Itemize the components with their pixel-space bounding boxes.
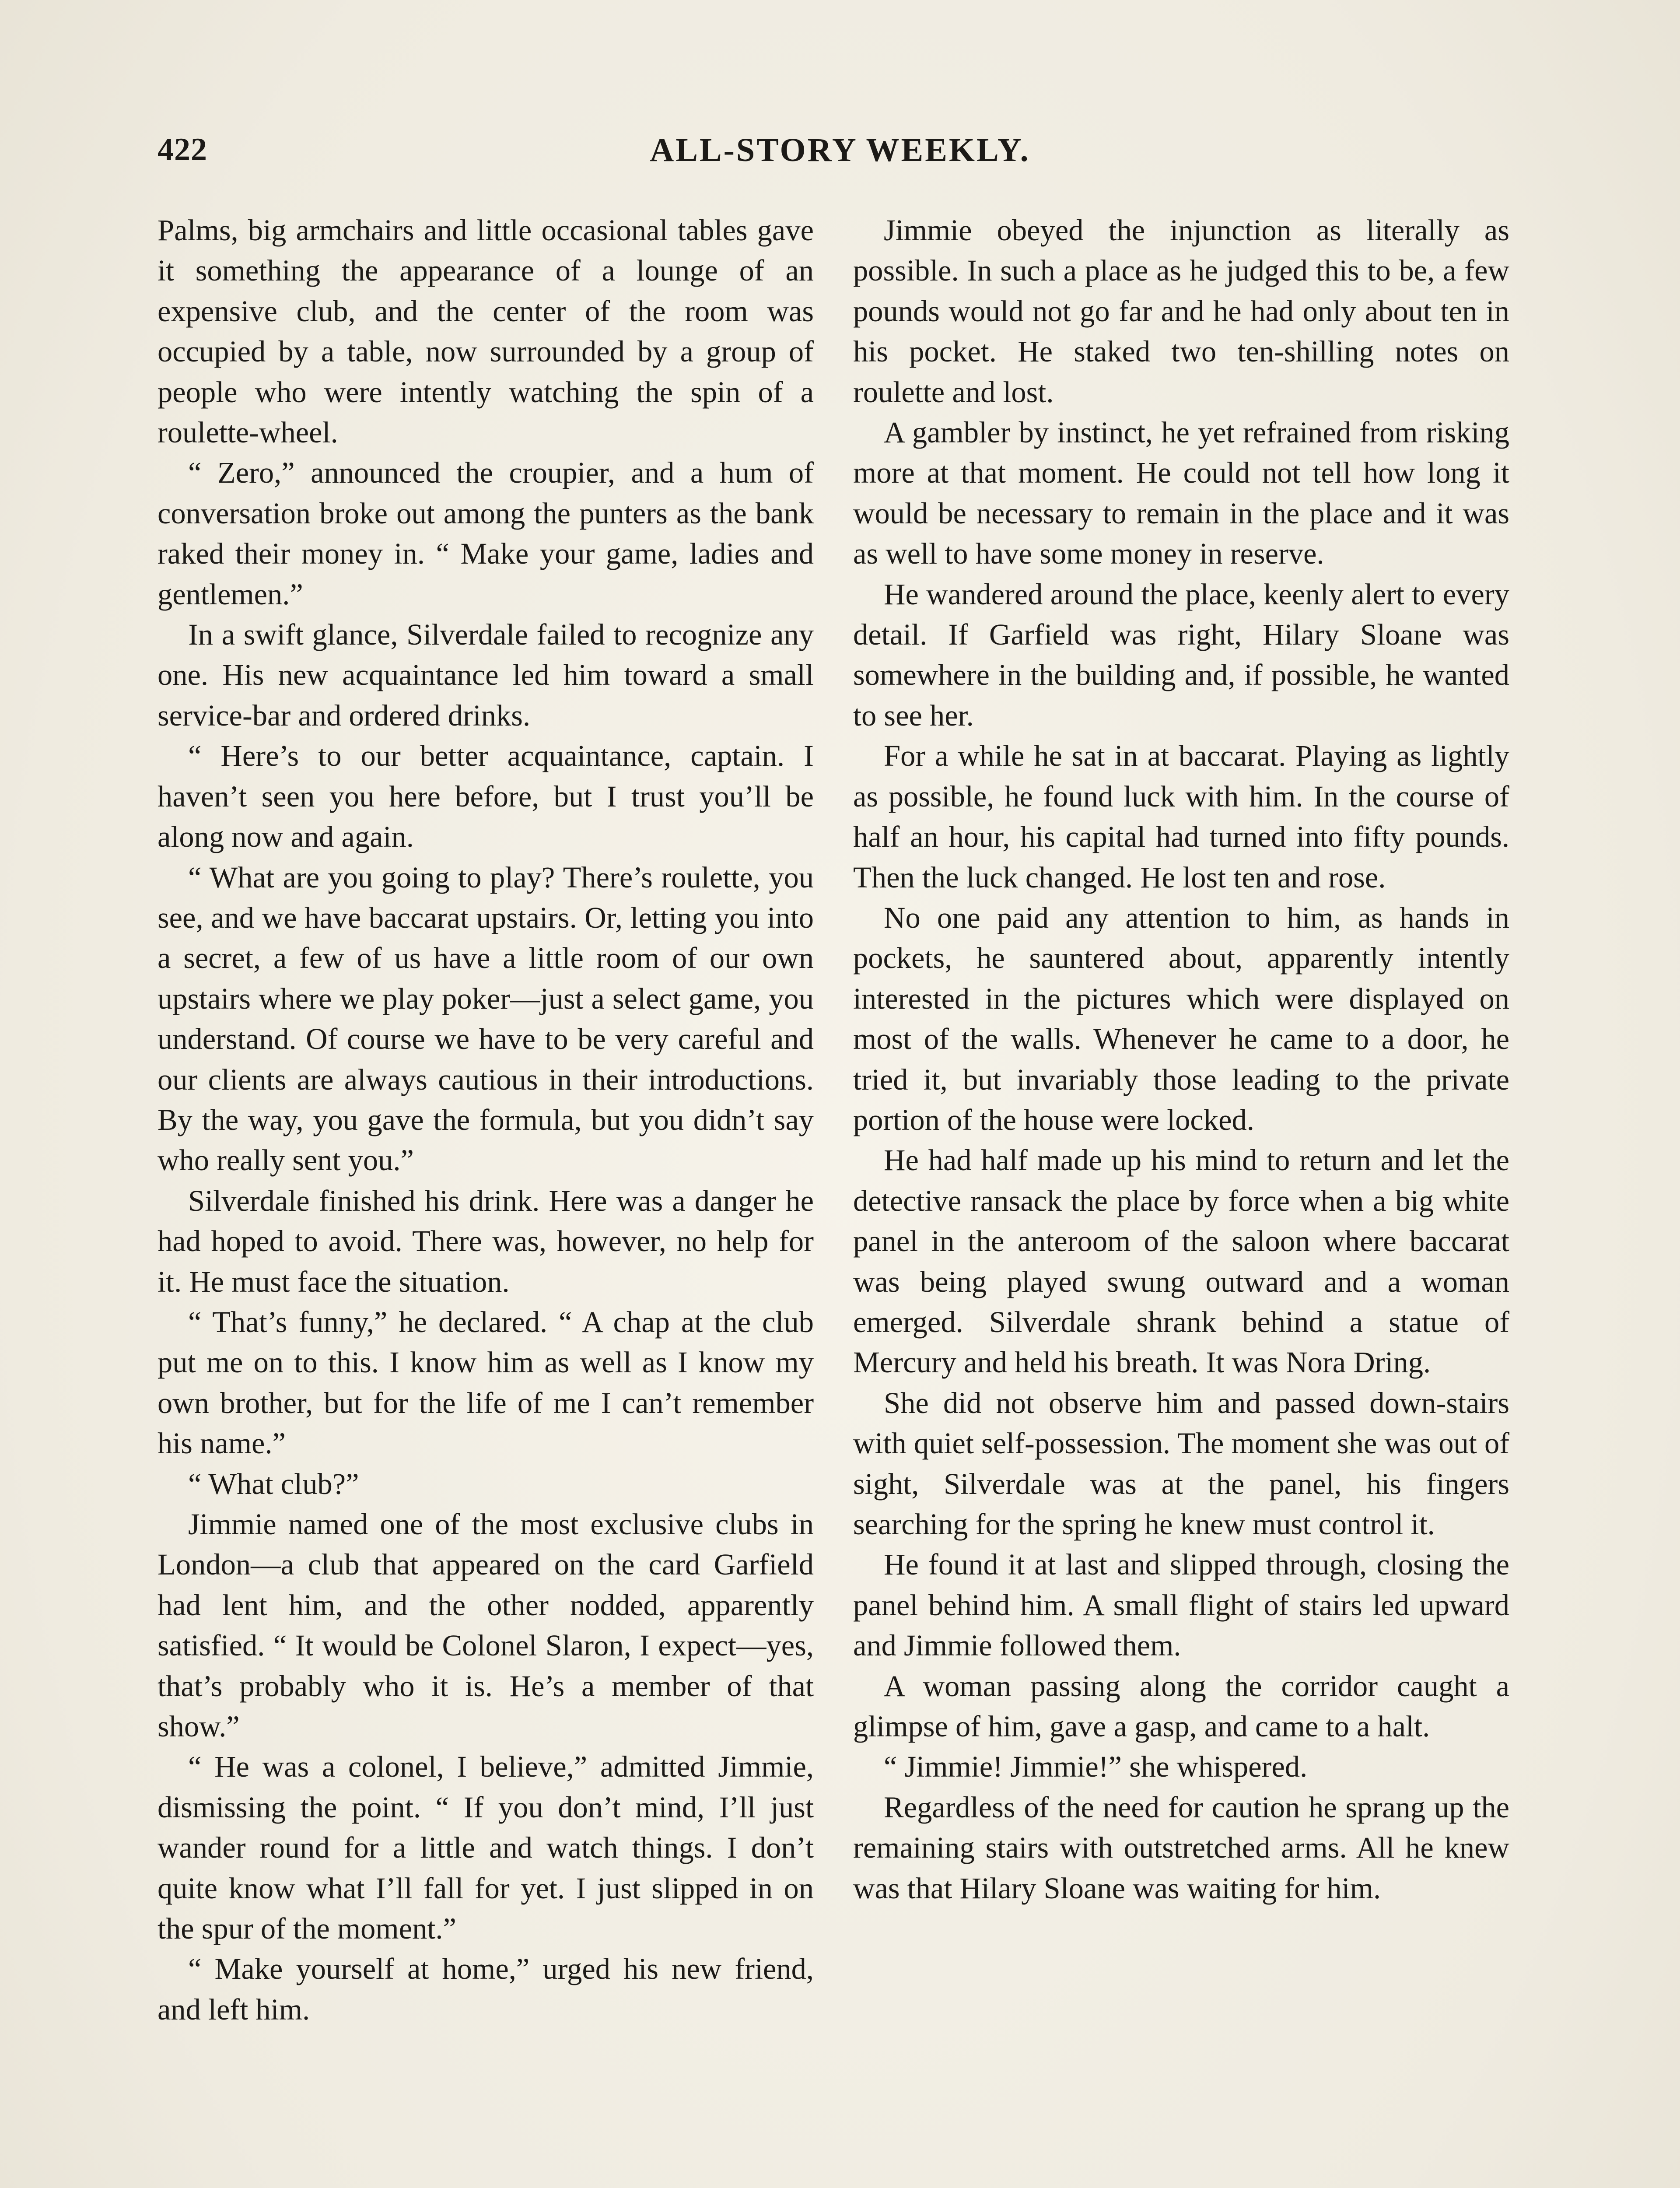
paragraph: Silverdale finished his drink. Here was a danger he had hoped to avoid. There was, however, no help for it. He must face the situation. bbox=[158, 1184, 814, 1298]
paragraph: “ What club?” bbox=[188, 1467, 359, 1501]
paragraph: “ He was a colonel, I believe,” admitted Jimmie, dismissing the point. “ If you don’t mind, I’ll just wander round for a little and watch things. I don’t quite know what I’ll fall for yet. I just slipped in on the spur of the moment.” bbox=[158, 1750, 814, 1946]
paragraph: Jimmie named one of the most exclusive clubs in London—a club that appeared on the card Garfield had lent him, and the other nodded, apparently satisfied. “ It would be Colonel Slaron, I expect—yes, that’s probably who it is. He’s a member of that show.” bbox=[158, 1508, 814, 1743]
paragraph: He found it at last and slipped through, closing the panel behind him. A small flight of stairs led upward and Jimmie followed them. bbox=[853, 1548, 1509, 1662]
paragraph: No one paid any attention to him, as hands in pockets, he sauntered about, apparently intently interested in the pictures which were displayed on most of the walls. Whenever he came to a door, he tried it, but invariably those leading to the private portion of the house were locked. bbox=[853, 901, 1509, 1136]
paragraph: He wandered around the place, keenly alert to every detail. If Garfield was right, Hilary Sloane was somewhere in the building and, if possible, he wanted to see her. bbox=[853, 577, 1509, 732]
text-columns bbox=[158, 210, 1522, 2188]
paragraph: Palms, big armchairs and little occasional tables gave it something the appearance of a lounge of an expensive club, and the center of the room was occupied by a table, now surrounded by a group of people who were intently watching the spin of a roulette-wheel. bbox=[158, 214, 814, 449]
paragraph: A woman passing along the corridor caught a glimpse of him, gave a gasp, and came to a halt. bbox=[853, 1669, 1509, 1743]
paragraph: For a while he sat in at baccarat. Playing as lightly as possible, he found luck with him. In the course of half an hour, his capital had turned into fifty pounds. Then the luck changed. He lost ten and rose. bbox=[853, 739, 1509, 894]
left-column bbox=[158, 210, 814, 2030]
paragraph: “ What are you going to play? There’s roulette, you see, and we have baccarat upstairs. Or, letting you into a secret, a few of us have a little room of our own upstairs where we play poker—just a select game, you understand. Of course we have to be very careful and our clients are always cautious in their introductions. By the way, you gave the formula, but you didn’t say who really sent you.” bbox=[158, 860, 814, 1177]
page-header bbox=[158, 131, 1522, 188]
paragraph: He had half made up his mind to return and let the detective ransack the place by force when a big white panel in the anteroom of the saloon where baccarat was being played swung outward and a woman emerged. Silverdale shrank behind a statue of Mercury and held his breath. It was Nora Dring. bbox=[853, 1143, 1509, 1379]
right-column bbox=[853, 210, 1509, 1908]
paragraph: “ That’s funny,” he declared. “ A chap at the club put me on to this. I know him as well as I know my own brother, but for the life of me I can’t remember his name.” bbox=[158, 1305, 814, 1460]
paragraph: “ Make yourself at home,” urged his new friend, and left him. bbox=[158, 1952, 814, 2026]
paragraph: Jimmie obeyed the injunction as literally as possible. In such a place as he judged this to be, a few pounds would not go far and he had only about ten in his pocket. He staked two ten-shilling notes on roulette and lost. bbox=[853, 214, 1509, 409]
paragraph: She did not observe him and passed down-stairs with quiet self-possession. The moment she was out of sight, Silverdale was at the panel, his fingers searching for the spring he knew must control it. bbox=[853, 1386, 1509, 1541]
paragraph: “ Jimmie! Jimmie!” she whispered. bbox=[884, 1750, 1308, 1784]
page-number: 422 bbox=[158, 132, 207, 168]
paragraph: Regardless of the need for caution he sprang up the remaining stairs with outstretched arms. All he knew was that Hilary Sloane was waiting for him. bbox=[853, 1790, 1509, 1905]
paragraph: A gambler by instinct, he yet refrained from risking more at that moment. He could not tell how long it would be necessary to remain in the place and it was as well to have some money in reserve. bbox=[853, 416, 1509, 571]
running-head: ALL-STORY WEEKLY. bbox=[650, 132, 1030, 168]
paragraph: In a swift glance, Silverdale failed to recognize any one. His new acquaintance led him toward a small service-bar and ordered drinks. bbox=[158, 618, 814, 732]
paragraph: “ Here’s to our better acquaintance, captain. I haven’t seen you here before, but I trust you’ll be along now and again. bbox=[158, 739, 814, 854]
paragraph: “ Zero,” announced the croupier, and a hum of conversation broke out among the punters as the bank raked their money in. “ Make your game, ladies and gentlemen.” bbox=[158, 456, 814, 611]
